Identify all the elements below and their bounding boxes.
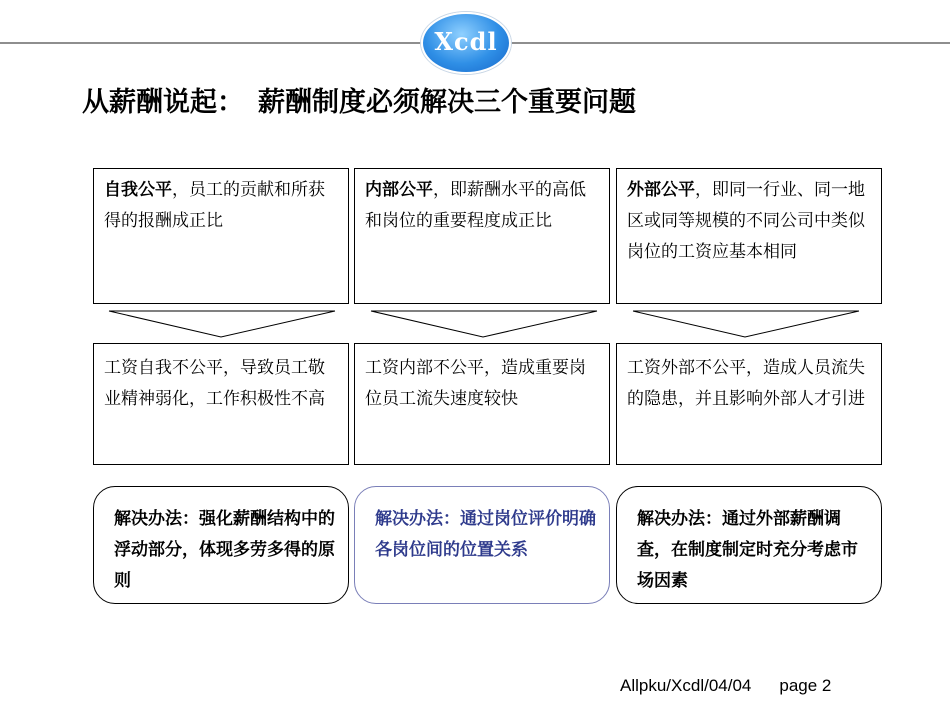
page-title <box>82 80 636 119</box>
internal-fairness-label: 内部公平 <box>365 180 433 200</box>
solution-self: 解决办法：强化薪酬结构中的浮动部分，体现多劳多得的原则 <box>93 486 349 604</box>
down-arrow-icon <box>108 310 336 338</box>
internal-unfair-consequence: 工资内部不公平，造成重要岗位员工流失速度较快 <box>354 343 610 465</box>
logo-text: Xcdl <box>434 27 498 56</box>
solution-external: 解决办法：通过外部薪酬调查，在制度制定时充分考虑市场因素 <box>616 486 882 604</box>
internal-fairness-box <box>354 168 610 304</box>
down-arrow-icon <box>370 310 598 338</box>
title-part1: 从薪酬说起： <box>82 87 244 118</box>
title-part2: 薪酬制度必须解决三个重要问题 <box>258 87 636 118</box>
external-fairness-label: 外部公平 <box>627 180 695 200</box>
self-fairness-label: 自我公平 <box>104 180 172 200</box>
internal-fairness-text: ，即薪酬水平的高低和岗位的重要程度成正比 <box>365 180 586 231</box>
down-arrow-icon <box>632 310 860 338</box>
self-unfair-consequence: 工资自我不公平，导致员工敬业精神弱化，工作积极性不高 <box>93 343 349 465</box>
footer <box>620 676 831 696</box>
xcdl-logo <box>421 12 511 74</box>
external-unfair-consequence: 工资外部不公平，造成人员流失的隐患，并且影响外部人才引进 <box>616 343 882 465</box>
external-fairness-text: ，即同一行业、同一地区或同等规模的不同公司中类似岗位的工资应基本相同 <box>627 180 865 262</box>
self-fairness-text: ，员工的贡献和所获得的报酬成正比 <box>104 180 325 231</box>
external-fairness-box <box>616 168 882 304</box>
solution-internal: 解决办法：通过岗位评价明确各岗位间的位置关系 <box>354 486 610 604</box>
footer-ref: Allpku/Xcdl/04/04 <box>620 676 752 695</box>
self-fairness-box <box>93 168 349 304</box>
page-number: page 2 <box>779 676 832 695</box>
